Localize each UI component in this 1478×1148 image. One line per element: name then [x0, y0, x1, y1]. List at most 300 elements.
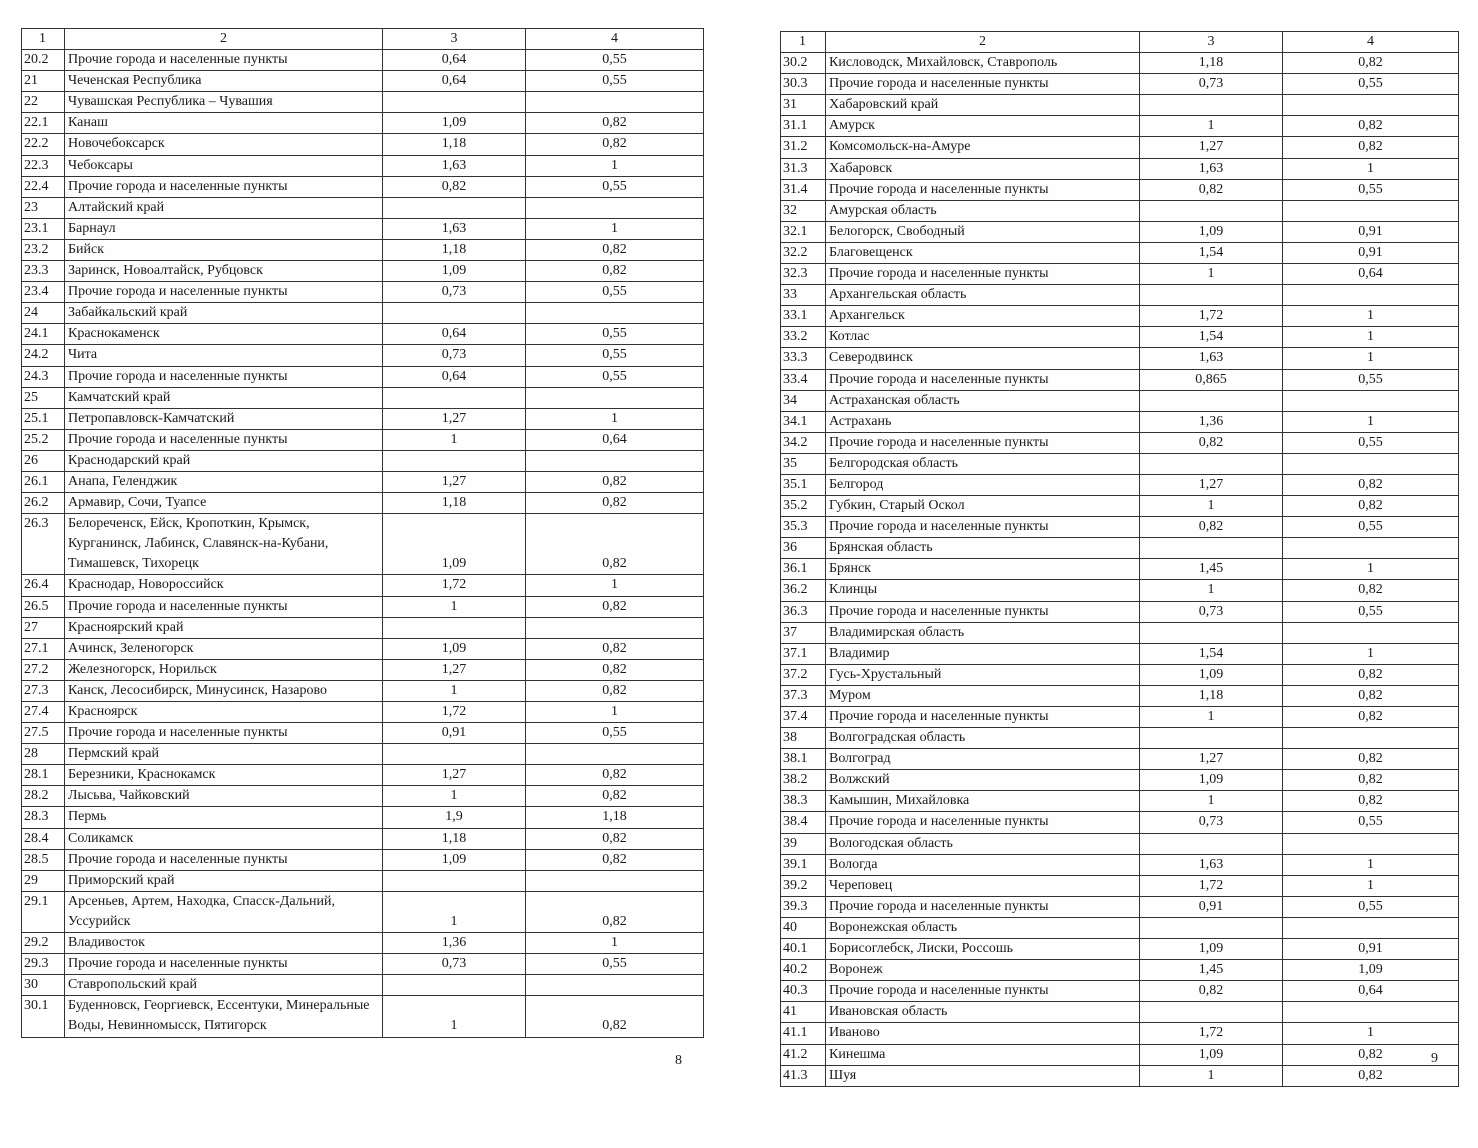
- location-name: Прочие города и населенные пункты: [829, 371, 1049, 387]
- coefficient-cell: 0,82: [1283, 474, 1459, 495]
- row-number-cell: 36.3: [781, 601, 826, 622]
- location-name: Хабаровский край: [829, 97, 939, 113]
- coefficient-cell: 0,55: [1283, 179, 1459, 200]
- row-number-cell: 41.2: [781, 1044, 826, 1065]
- location-name: Краснокаменск: [68, 326, 160, 342]
- location-name-cell: [65, 134, 383, 155]
- coefficient-cell: 1: [1140, 580, 1283, 601]
- location-name-cell: [65, 659, 383, 680]
- table-row: [22, 261, 704, 282]
- coefficient-cell: 1: [1283, 306, 1459, 327]
- row-number-cell: 34.2: [781, 432, 826, 453]
- row-number-cell: 35: [781, 453, 826, 474]
- coefficient-cell: [1140, 95, 1283, 116]
- row-number-cell: 22.2: [22, 134, 65, 155]
- location-name-cell: [826, 917, 1140, 938]
- table-row: [22, 324, 704, 345]
- location-name: Прочие города и населенные пункты: [68, 956, 288, 972]
- coefficient-cell: 1,63: [1140, 854, 1283, 875]
- coefficient-cell: 1,72: [383, 702, 526, 723]
- coefficient-cell: [526, 617, 704, 638]
- location-name: Губкин, Старый Оскол: [829, 498, 965, 514]
- row-number-cell: 35.2: [781, 496, 826, 517]
- coefficient-cell: 0,55: [1283, 432, 1459, 453]
- table-row: [22, 680, 704, 701]
- coefficient-cell: 0,55: [1283, 369, 1459, 390]
- coefficient-cell: [1283, 95, 1459, 116]
- coefficient-cell: 0,82: [1140, 179, 1283, 200]
- table-row: [22, 113, 704, 134]
- coefficient-cell: 0,82: [526, 239, 704, 260]
- table-row: [781, 685, 1459, 706]
- coefficient-cell: [383, 975, 526, 996]
- coefficient-cell: 1,09: [1140, 939, 1283, 960]
- coefficient-cell: 1: [526, 575, 704, 596]
- table-header-row: [22, 29, 704, 50]
- coefficient-cell: [526, 975, 704, 996]
- location-name: Армавир, Сочи, Туапсе: [68, 495, 207, 511]
- location-name: Астрахань: [829, 413, 892, 429]
- coefficient-cell: 0,55: [1283, 517, 1459, 538]
- coefficient-cell: 1,18: [383, 134, 526, 155]
- coefficient-cell: [526, 744, 704, 765]
- coefficient-cell: [383, 617, 526, 638]
- location-name: Северодвинск: [829, 350, 913, 366]
- location-name: Белгородская область: [829, 455, 959, 471]
- table-row: [781, 474, 1459, 495]
- coefficient-cell: [1140, 728, 1283, 749]
- location-name-cell: [65, 303, 383, 324]
- coefficient-cell: 1,09: [1283, 960, 1459, 981]
- table-row: [781, 74, 1459, 95]
- row-number-cell: 38.2: [781, 770, 826, 791]
- coefficient-cell: 1,27: [1140, 749, 1283, 770]
- row-number-cell: 32.1: [781, 221, 826, 242]
- row-number-cell: 26.5: [22, 596, 65, 617]
- location-name: Брянская область: [829, 540, 933, 556]
- coefficient-cell: [1283, 453, 1459, 474]
- location-name-cell: [65, 176, 383, 197]
- location-name-cell: [826, 432, 1140, 453]
- location-name-cell: [65, 596, 383, 617]
- row-number-cell: 26.4: [22, 575, 65, 596]
- coefficient-cell: [1283, 833, 1459, 854]
- column-header: 4: [526, 29, 704, 50]
- location-name: Березники, Краснокамск: [68, 767, 216, 783]
- coefficient-cell: 0,865: [1140, 369, 1283, 390]
- location-name-cell: [826, 474, 1140, 495]
- coefficient-cell: 1: [383, 596, 526, 617]
- coefficient-cell: 0,82: [1283, 116, 1459, 137]
- row-number-cell: 34.1: [781, 411, 826, 432]
- location-name-cell: [65, 786, 383, 807]
- location-name: Приморский край: [68, 872, 175, 888]
- coefficient-cell: 0,91: [1283, 242, 1459, 263]
- table-row: [781, 812, 1459, 833]
- coefficient-cell: [1140, 833, 1283, 854]
- location-name-cell: [826, 116, 1140, 137]
- location-name: Прочие города и населенные пункты: [68, 431, 288, 447]
- table-row: [22, 197, 704, 218]
- location-name: Прочие города и населенные пункты: [68, 52, 288, 68]
- column-header: 4: [1283, 32, 1459, 53]
- location-name-cell: [65, 975, 383, 996]
- coefficient-cell: [383, 92, 526, 113]
- location-name-cell: [826, 896, 1140, 917]
- coefficient-cell: 1,09: [383, 113, 526, 134]
- coefficient-cell: 1: [526, 218, 704, 239]
- row-number-cell: 23.3: [22, 261, 65, 282]
- location-name: Прочие города и населенные пункты: [829, 434, 1049, 450]
- row-number-cell: 41.1: [781, 1023, 826, 1044]
- location-name-cell: [65, 282, 383, 303]
- coefficient-cell: 0,64: [383, 366, 526, 387]
- row-number-cell: 37.1: [781, 643, 826, 664]
- row-number-cell: 33.3: [781, 348, 826, 369]
- location-name: Прочие города и населенные пункты: [68, 368, 288, 384]
- table-row: [781, 221, 1459, 242]
- row-number-cell: 39.3: [781, 896, 826, 917]
- coefficient-cell: 0,82: [1283, 53, 1459, 74]
- location-name-cell: [826, 179, 1140, 200]
- coefficient-cell: [1283, 390, 1459, 411]
- location-name-cell: [826, 749, 1140, 770]
- coefficient-cell: 1: [1140, 707, 1283, 728]
- table-row: [781, 1065, 1459, 1086]
- coefficient-cell: 0,64: [383, 324, 526, 345]
- location-name-cell: [826, 875, 1140, 896]
- table-row: [781, 390, 1459, 411]
- table-row: [22, 387, 704, 408]
- row-number-cell: 28.3: [22, 807, 65, 828]
- location-name-cell: [65, 996, 383, 1037]
- coefficient-cell: [1140, 622, 1283, 643]
- table-row: [781, 327, 1459, 348]
- table-row: [22, 71, 704, 92]
- location-name: Прочие города и населенные пункты: [829, 603, 1049, 619]
- location-name-cell: [826, 728, 1140, 749]
- location-name: Краснодар, Новороссийск: [68, 577, 224, 593]
- row-number-cell: 31: [781, 95, 826, 116]
- coefficient-cell: [526, 197, 704, 218]
- coefficient-cell: 1: [1283, 1023, 1459, 1044]
- table-row: [781, 559, 1459, 580]
- column-header: 2: [65, 29, 383, 50]
- coefficient-cell: 1,36: [1140, 411, 1283, 432]
- location-name-cell: [65, 765, 383, 786]
- coefficient-cell: 0,82: [1283, 496, 1459, 517]
- row-number-cell: 34: [781, 390, 826, 411]
- coefficient-cell: [1140, 1002, 1283, 1023]
- coefficient-cell: 1,72: [1140, 1023, 1283, 1044]
- coefficient-cell: 0,55: [1283, 74, 1459, 95]
- location-name: Гусь-Хрустальный: [829, 666, 942, 682]
- location-name-cell: [826, 496, 1140, 517]
- row-number-cell: 22: [22, 92, 65, 113]
- table-row: [22, 702, 704, 723]
- coefficient-cell: 1: [1283, 348, 1459, 369]
- table-row: [781, 939, 1459, 960]
- table-row: [22, 765, 704, 786]
- table-row: [22, 50, 704, 71]
- coefficient-cell: 1: [383, 429, 526, 450]
- location-name-cell: [826, 812, 1140, 833]
- coefficient-cell: 0,82: [1140, 432, 1283, 453]
- table-row: [781, 643, 1459, 664]
- coefficient-cell: 0,55: [526, 324, 704, 345]
- location-name: Шуя: [829, 1067, 857, 1083]
- coefficient-cell: 0,91: [1283, 939, 1459, 960]
- table-row: [22, 134, 704, 155]
- table-row: [781, 1023, 1459, 1044]
- table-row: [22, 92, 704, 113]
- location-name: Амурск: [829, 118, 875, 134]
- document-page-right: [739, 0, 1478, 1148]
- location-name-cell: [65, 617, 383, 638]
- location-name: Лысьва, Чайковский: [68, 788, 190, 804]
- row-number-cell: 30.2: [781, 53, 826, 74]
- coefficient-cell: 0,73: [383, 345, 526, 366]
- location-name-cell: [826, 390, 1140, 411]
- row-number-cell: 27.4: [22, 702, 65, 723]
- column-header: 3: [1140, 32, 1283, 53]
- location-name: Хабаровск: [829, 160, 893, 176]
- location-name: Благовещенск: [829, 244, 913, 260]
- location-name: Воронеж: [829, 962, 883, 978]
- table-row: [22, 975, 704, 996]
- coefficient-cell: 0,82: [526, 680, 704, 701]
- location-name-cell: [65, 702, 383, 723]
- table-row: [22, 345, 704, 366]
- coefficient-cell: 0,55: [526, 345, 704, 366]
- location-name: Прочие города и населенные пункты: [829, 898, 1049, 914]
- location-name-cell: [826, 1044, 1140, 1065]
- location-name-cell: [826, 643, 1140, 664]
- coefficient-cell: 1,09: [383, 514, 526, 575]
- coefficient-cell: 1: [526, 408, 704, 429]
- table-row: [22, 723, 704, 744]
- location-name-cell: [65, 197, 383, 218]
- location-name: Железногорск, Норильск: [68, 661, 217, 677]
- coefficient-cell: 1,09: [383, 261, 526, 282]
- location-name: Забайкальский край: [68, 305, 188, 321]
- table-row: [781, 981, 1459, 1002]
- coefficient-cell: [526, 92, 704, 113]
- table-row: [22, 239, 704, 260]
- coefficient-cell: 0,64: [383, 50, 526, 71]
- row-number-cell: 24.2: [22, 345, 65, 366]
- location-name-cell: [65, 239, 383, 260]
- row-number-cell: 39.2: [781, 875, 826, 896]
- coefficient-cell: 0,82: [526, 493, 704, 514]
- table-row: [781, 791, 1459, 812]
- coefficient-cell: 1: [1283, 643, 1459, 664]
- coefficient-cell: 1,27: [383, 765, 526, 786]
- coefficient-cell: 1,09: [1140, 221, 1283, 242]
- table-row: [781, 200, 1459, 221]
- location-name-cell: [65, 450, 383, 471]
- table-row: [781, 728, 1459, 749]
- location-name-cell: [826, 1002, 1140, 1023]
- location-name: Белгород: [829, 476, 884, 492]
- coefficient-cell: 1,63: [1140, 158, 1283, 179]
- location-name: Прочие города и населенные пункты: [829, 709, 1049, 724]
- coefficient-cell: 0,82: [526, 996, 704, 1037]
- row-number-cell: 38.3: [781, 791, 826, 812]
- location-name-cell: [826, 538, 1140, 559]
- row-number-cell: 30.3: [781, 74, 826, 95]
- coefficient-cell: 1,18: [383, 239, 526, 260]
- column-header: 1: [781, 32, 826, 53]
- coefficient-cell: 0,82: [526, 514, 704, 575]
- location-name-cell: [826, 1065, 1140, 1086]
- row-number-cell: 20.2: [22, 50, 65, 71]
- location-name: Белогорск, Свободный: [829, 223, 965, 239]
- location-name: Борисоглебск, Лиски, Россошь: [829, 941, 1013, 957]
- column-header: 3: [383, 29, 526, 50]
- coefficient-cell: 0,82: [1140, 517, 1283, 538]
- row-number-cell: 35.1: [781, 474, 826, 495]
- coefficient-cell: 1: [1140, 1065, 1283, 1086]
- location-name-cell: [65, 429, 383, 450]
- table-row: [22, 891, 704, 932]
- row-number-cell: 33.1: [781, 306, 826, 327]
- coefficient-cell: [1140, 917, 1283, 938]
- table-row: [781, 1002, 1459, 1023]
- coefficient-cell: [1140, 200, 1283, 221]
- table-row: [781, 664, 1459, 685]
- row-number-cell: 41: [781, 1002, 826, 1023]
- coefficient-cell: 0,82: [1283, 1065, 1459, 1086]
- location-name-cell: [826, 580, 1140, 601]
- row-number-cell: 29.1: [22, 891, 65, 932]
- coefficient-cell: 1: [1140, 264, 1283, 285]
- coefficient-cell: 1,54: [1140, 643, 1283, 664]
- row-number-cell: 22.4: [22, 176, 65, 197]
- location-name-cell: [826, 74, 1140, 95]
- table-row: [781, 95, 1459, 116]
- location-name-cell: [826, 348, 1140, 369]
- location-name-cell: [826, 221, 1140, 242]
- row-number-cell: 39.1: [781, 854, 826, 875]
- coefficient-cell: 0,55: [526, 366, 704, 387]
- coefficient-cell: [383, 303, 526, 324]
- location-name: Красноярск: [68, 704, 138, 719]
- location-name-cell: [826, 453, 1140, 474]
- location-name: Бийск: [68, 241, 105, 257]
- coefficient-cell: [1283, 622, 1459, 643]
- row-number-cell: 21: [22, 71, 65, 92]
- coefficient-cell: 0,82: [526, 891, 704, 932]
- coefficient-cell: 1,09: [383, 849, 526, 870]
- coefficient-cell: 1,63: [383, 155, 526, 176]
- coefficient-cell: 0,82: [526, 659, 704, 680]
- location-name-cell: [826, 53, 1140, 74]
- column-header: 2: [826, 32, 1140, 53]
- location-name: Ивановская область: [829, 1004, 948, 1020]
- coefficient-cell: 1,09: [383, 638, 526, 659]
- table-row: [22, 408, 704, 429]
- table-row: [22, 786, 704, 807]
- column-header: 1: [22, 29, 65, 50]
- table-row: [781, 496, 1459, 517]
- location-name: Камчатский край: [68, 389, 171, 405]
- row-number-cell: 28.5: [22, 849, 65, 870]
- table-row: [781, 749, 1459, 770]
- location-name: Прочие города и населенные пункты: [68, 284, 288, 300]
- row-number-cell: 26: [22, 450, 65, 471]
- coefficient-cell: 0,82: [1283, 749, 1459, 770]
- coefficient-cell: 0,82: [526, 113, 704, 134]
- row-number-cell: 29: [22, 870, 65, 891]
- coefficient-cell: 1,72: [383, 575, 526, 596]
- row-number-cell: 37.4: [781, 707, 826, 728]
- location-name-cell: [826, 517, 1140, 538]
- location-name-cell: [826, 411, 1140, 432]
- coefficient-cell: [1283, 285, 1459, 306]
- table-row: [22, 282, 704, 303]
- table-row: [781, 53, 1459, 74]
- location-name-cell: [826, 685, 1140, 706]
- row-number-cell: 25: [22, 387, 65, 408]
- coefficient-cell: 1: [1283, 559, 1459, 580]
- coefficient-cell: 1: [1283, 854, 1459, 875]
- row-number-cell: 36: [781, 538, 826, 559]
- location-name: Волгоград: [829, 751, 891, 767]
- table-row: [22, 493, 704, 514]
- row-number-cell: 33: [781, 285, 826, 306]
- row-number-cell: 25.2: [22, 429, 65, 450]
- coefficient-cell: 1: [383, 786, 526, 807]
- location-name-cell: [65, 849, 383, 870]
- coefficient-cell: [1283, 917, 1459, 938]
- location-name-cell: [65, 723, 383, 744]
- location-name-cell: [826, 158, 1140, 179]
- table-row: [781, 348, 1459, 369]
- location-name: Клинцы: [829, 582, 878, 598]
- row-number-cell: 23.2: [22, 239, 65, 260]
- location-name-cell: [826, 601, 1140, 622]
- coefficient-cell: 0,82: [526, 765, 704, 786]
- coefficient-cell: [1140, 285, 1283, 306]
- coefficient-cell: 0,64: [1283, 981, 1459, 1002]
- location-name: Пермь: [68, 809, 107, 825]
- location-name: Алтайский край: [68, 199, 165, 215]
- row-number-cell: 37: [781, 622, 826, 643]
- location-name: Амурская область: [829, 202, 937, 218]
- row-number-cell: 29.2: [22, 933, 65, 954]
- location-name-cell: [65, 575, 383, 596]
- coefficient-cell: 0,55: [526, 50, 704, 71]
- coefficient-cell: 1,45: [1140, 559, 1283, 580]
- location-name: Анапа, Геленджик: [68, 473, 178, 489]
- row-number-cell: 25.1: [22, 408, 65, 429]
- table-row: [781, 411, 1459, 432]
- location-name: Прочие города и населенные пункты: [68, 178, 288, 194]
- location-name-cell: [826, 559, 1140, 580]
- coefficient-cell: 0,55: [1283, 896, 1459, 917]
- table-row: [22, 954, 704, 975]
- table-row: [22, 218, 704, 239]
- location-name: Прочие города и населенные пункты: [829, 181, 1049, 197]
- location-name-cell: [65, 933, 383, 954]
- row-number-cell: 26.1: [22, 471, 65, 492]
- coefficient-cell: 1: [1140, 496, 1283, 517]
- location-name-cell: [826, 137, 1140, 158]
- location-name-cell: [65, 891, 383, 932]
- coefficient-cell: 0,73: [1140, 74, 1283, 95]
- coefficient-cell: 1,9: [383, 807, 526, 828]
